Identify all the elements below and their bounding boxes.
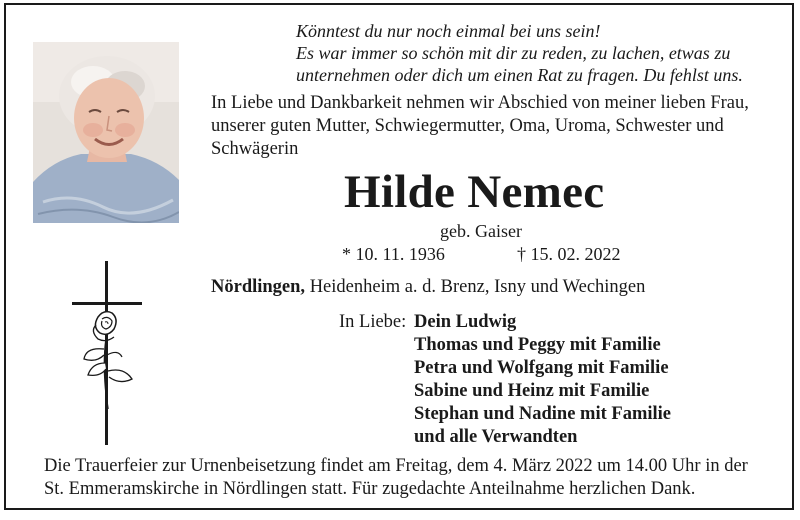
intro-line: unserer guten Mutter, Schwiegermutter, Oma, Uroma, Schwester und — [211, 116, 724, 136]
farewell-intro — [211, 92, 749, 161]
mourner-name: Thomas und Peggy mit Familie — [414, 335, 661, 355]
obituary-card — [4, 3, 794, 510]
mourner-name: Petra und Wolfgang mit Familie — [414, 358, 669, 378]
mourner-name: Dein Ludwig — [414, 312, 517, 332]
intro-line: In Liebe und Dankbarkeit nehmen wir Abschied von meiner lieben Frau, — [211, 93, 749, 113]
birth-date: * 10. 11. 1936 — [342, 244, 445, 264]
places-other: Heidenheim a. d. Brenz, Isny und Wechingen — [305, 277, 646, 297]
portrait-photo — [33, 42, 179, 223]
cross-with-rose-icon — [72, 259, 148, 449]
places-line — [211, 275, 645, 299]
portrait-image — [33, 42, 179, 223]
mourners-list — [414, 311, 671, 449]
mourner-name: Stephan und Nadine mit Familie — [414, 404, 671, 424]
footer-line: Die Trauerfeier zur Urnenbeisetzung findet am Freitag, dem 4. März 2022 um 14.00 Uhr in der — [44, 456, 748, 476]
funeral-notice — [44, 455, 748, 501]
mourner-name: Sabine und Heinz mit Familie — [414, 381, 650, 401]
quote-line: Könntest du nur noch einmal bei uns sein! — [296, 21, 601, 41]
place-primary: Nördlingen, — [211, 277, 306, 297]
footer-line: St. Emmeramskirche in Nördlingen statt. Für zugedachte Anteilnahme herzlichen Dank. — [44, 479, 696, 499]
quote-line: Es war immer so schön mit dir zu reden, zu lachen, etwas zu — [296, 43, 731, 63]
deceased-name: Hilde Nemec — [344, 166, 605, 218]
mourners-label: In Liebe: — [339, 312, 407, 332]
birth-name: geb. Gaiser — [440, 221, 522, 241]
memorial-quote — [296, 20, 743, 86]
mourner-name: und alle Verwandten — [414, 427, 578, 447]
death-date: † 15. 02. 2022 — [517, 244, 621, 264]
quote-line: unternehmen oder dich um einen Rat zu fragen. Du fehlst uns. — [296, 65, 743, 85]
intro-line: Schwägerin — [211, 139, 299, 159]
